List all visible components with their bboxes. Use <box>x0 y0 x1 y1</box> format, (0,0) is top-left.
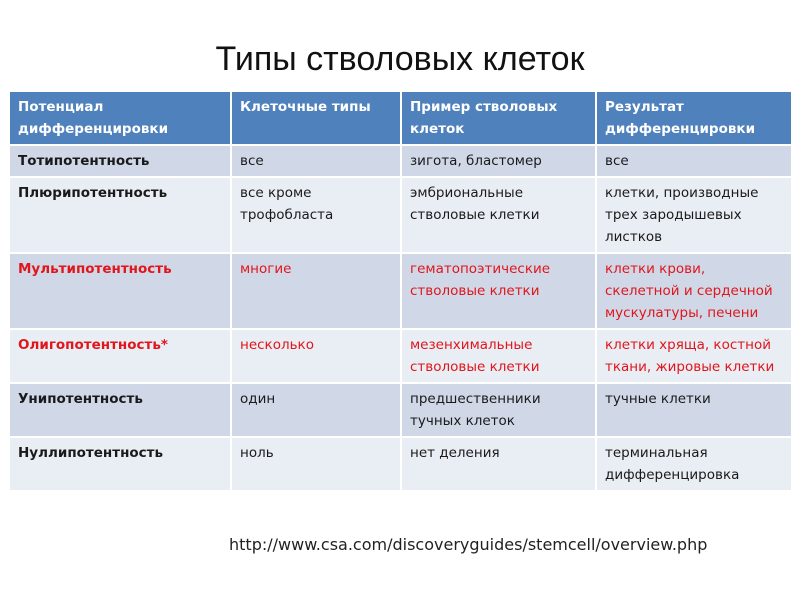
cell-cell-types: ноль <box>231 437 401 490</box>
table-row <box>10 329 792 383</box>
cell-potential: Мультипотентность <box>10 253 231 329</box>
table-row <box>10 177 792 253</box>
cell-example: эмбриональные стволовые клетки <box>401 177 596 253</box>
cell-result: все <box>596 145 792 177</box>
cell-cell-types: один <box>231 383 401 437</box>
cell-potential: Плюрипотентность <box>10 177 231 253</box>
table-row <box>10 145 792 177</box>
cell-example: зигота, бластомер <box>401 145 596 177</box>
cell-cell-types: несколько <box>231 329 401 383</box>
cell-cell-types: многие <box>231 253 401 329</box>
header-result: Результат дифференцировки <box>596 92 792 145</box>
table-row <box>10 383 792 437</box>
cell-result: терминальная дифференцировка <box>596 437 792 490</box>
cell-example: гематопоэтические стволовые клетки <box>401 253 596 329</box>
stem-cell-types-table <box>10 92 793 490</box>
cell-potential: Тотипотентность <box>10 145 231 177</box>
cell-example: нет деления <box>401 437 596 490</box>
source-url-text: http://www.csa.com/discoveryguides/stemcell/overview.php <box>229 535 708 554</box>
header-potential: Потенциал дифференцировки <box>10 92 231 145</box>
cell-potential: Нуллипотентность <box>10 437 231 490</box>
table-row <box>10 253 792 329</box>
cell-result: клетки хряща, костной ткани, жировые клетки <box>596 329 792 383</box>
header-example: Пример стволовых клеток <box>401 92 596 145</box>
cell-potential: Олигопотентность* <box>10 329 231 383</box>
header-cell-types: Клеточные типы <box>231 92 401 145</box>
cell-example: предшественники тучных клеток <box>401 383 596 437</box>
cell-cell-types: все кроме трофобласта <box>231 177 401 253</box>
slide-title: Типы стволовых клеток <box>215 40 585 78</box>
cell-result: тучные клетки <box>596 383 792 437</box>
cell-result: клетки, производные трех зародышевых листков <box>596 177 792 253</box>
table-header-row <box>10 92 792 145</box>
cell-potential: Унипотентность <box>10 383 231 437</box>
cell-example: мезенхимальные стволовые клетки <box>401 329 596 383</box>
table-row <box>10 437 792 490</box>
cell-result: клетки крови, скелетной и сердечной мускулатуры, печени <box>596 253 792 329</box>
cell-cell-types: все <box>231 145 401 177</box>
